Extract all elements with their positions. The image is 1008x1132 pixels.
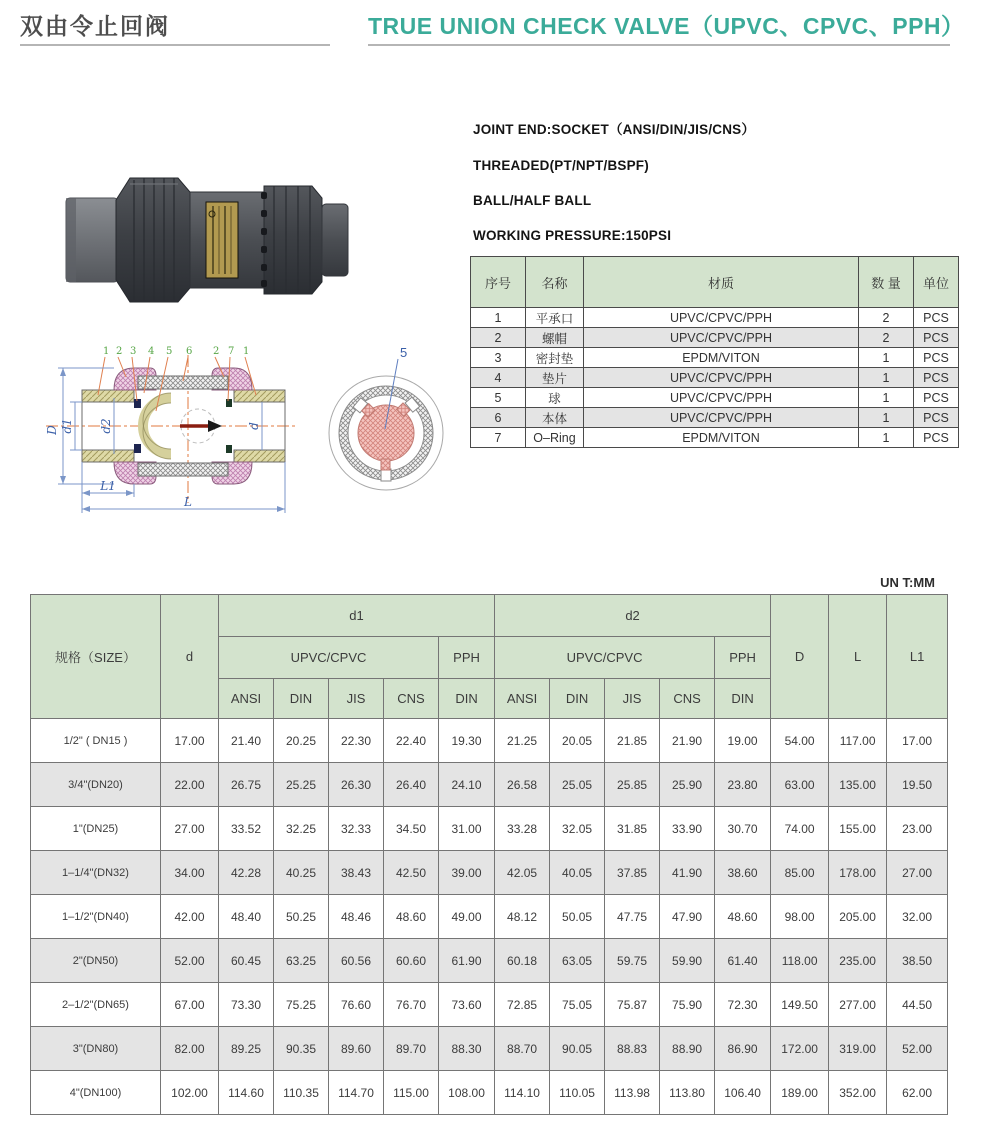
dim-L1: L1 — [100, 479, 116, 493]
cell-L1: 23.00 — [887, 807, 948, 851]
part-qty: 1 — [859, 368, 914, 388]
cell-d2-din: 50.05 — [550, 895, 605, 939]
cell-d1-pph-din: 24.10 — [439, 763, 495, 807]
callout-3: 3 — [130, 346, 137, 357]
cell-d: 52.00 — [161, 939, 219, 983]
cell-L: 135.00 — [829, 763, 887, 807]
cell-d2-din: 32.05 — [550, 807, 605, 851]
cell-d1-cns: 22.40 — [384, 719, 439, 763]
part-name: 球 — [526, 388, 584, 408]
cell-D: 172.00 — [771, 1027, 829, 1071]
cell-D: 149.50 — [771, 983, 829, 1027]
parts-row — [471, 368, 959, 388]
cell-d2-cns: 41.90 — [660, 851, 715, 895]
part-material: EPDM/VITON — [584, 348, 859, 368]
dim-D: D — [45, 425, 59, 435]
cell-d1-jis: 60.56 — [329, 939, 384, 983]
page-title-english: TRUE UNION CHECK VALVE（UPVC、CPVC、PPH） — [368, 13, 965, 39]
cell-d2-cns: 113.80 — [660, 1071, 715, 1115]
cell-d1-cns: 115.00 — [384, 1071, 439, 1115]
cell-d1-pph-din: 108.00 — [439, 1071, 495, 1115]
cell-d2-ansi: 88.70 — [495, 1027, 550, 1071]
part-name: 平承口 — [526, 308, 584, 328]
cell-d1-pph-din: 49.00 — [439, 895, 495, 939]
cell-d2-cns: 47.90 — [660, 895, 715, 939]
cell-d2-pph-din: 61.40 — [715, 939, 771, 983]
part-name: 螺帽 — [526, 328, 584, 348]
part-name: 密封垫 — [526, 348, 584, 368]
part-material: EPDM/VITON — [584, 428, 859, 448]
callout-2a: 2 — [116, 346, 123, 357]
cell-d2-ansi: 33.28 — [495, 807, 550, 851]
cell-D: 74.00 — [771, 807, 829, 851]
cell-d: 27.00 — [161, 807, 219, 851]
part-unit: PCS — [914, 348, 959, 368]
part-no: 6 — [471, 408, 526, 428]
part-unit: PCS — [914, 368, 959, 388]
cell-d1-pph-din: 61.90 — [439, 939, 495, 983]
cell-L: 319.00 — [829, 1027, 887, 1071]
cell-d2-jis: 75.87 — [605, 983, 660, 1027]
cell-d1-ansi: 48.40 — [219, 895, 274, 939]
part-material: UPVC/CPVC/PPH — [584, 328, 859, 348]
cross-section-view — [45, 346, 298, 513]
size-table-row — [31, 763, 948, 807]
cell-d1-din: 110.35 — [274, 1071, 329, 1115]
cell-d1-jis: 89.60 — [329, 1027, 384, 1071]
cell-d1-ansi: 114.60 — [219, 1071, 274, 1115]
spec-working-pressure: WORKING PRESSURE:150PSI — [473, 228, 672, 243]
cell-d2-jis: 88.83 — [605, 1027, 660, 1071]
col-L: L — [829, 595, 887, 719]
cell-L1: 32.00 — [887, 895, 948, 939]
cell-D: 98.00 — [771, 895, 829, 939]
col-D: D — [771, 595, 829, 719]
title-underline-left — [20, 44, 330, 46]
part-qty: 1 — [859, 348, 914, 368]
parts-col-qty: 数 量 — [859, 257, 914, 308]
cell-L1: 52.00 — [887, 1027, 948, 1071]
cell-d2-jis: 59.75 — [605, 939, 660, 983]
cell-L: 235.00 — [829, 939, 887, 983]
part-qty: 2 — [859, 308, 914, 328]
cell-d1-cns: 89.70 — [384, 1027, 439, 1071]
cell-L: 205.00 — [829, 895, 887, 939]
dim-L: L — [184, 495, 192, 509]
col-L1: L1 — [887, 595, 948, 719]
spec-joint-end: JOINT END:SOCKET（ANSI/DIN/JIS/CNS） — [473, 122, 756, 137]
cell-D: 85.00 — [771, 851, 829, 895]
parts-table — [470, 256, 959, 448]
part-name: 本体 — [526, 408, 584, 428]
section-view-circle — [329, 345, 443, 490]
cell-d2-jis: 25.85 — [605, 763, 660, 807]
cell-d2-din: 25.05 — [550, 763, 605, 807]
size-table-row — [31, 851, 948, 895]
cell-d1-ansi: 89.25 — [219, 1027, 274, 1071]
part-name: 垫片 — [526, 368, 584, 388]
parts-row — [471, 428, 959, 448]
cell-d: 42.00 — [161, 895, 219, 939]
cell-d2-cns: 21.90 — [660, 719, 715, 763]
cell-d2-din: 20.05 — [550, 719, 605, 763]
cell-d1-cns: 42.50 — [384, 851, 439, 895]
cell-d1-din: 50.25 — [274, 895, 329, 939]
cell-d1-jis: 26.30 — [329, 763, 384, 807]
callout-1b: 1 — [243, 346, 250, 357]
cell-size: 2"(DN50) — [31, 939, 161, 983]
cell-d1-ansi: 42.28 — [219, 851, 274, 895]
size-table-row — [31, 983, 948, 1027]
cell-d1-pph-din: 73.60 — [439, 983, 495, 1027]
callout-4: 4 — [148, 346, 155, 357]
cell-d1-din: 20.25 — [274, 719, 329, 763]
size-table-row — [31, 1027, 948, 1071]
size-table-row — [31, 895, 948, 939]
cell-size: 3/4"(DN20) — [31, 763, 161, 807]
part-no: 4 — [471, 368, 526, 388]
cell-d1-jis: 22.30 — [329, 719, 384, 763]
size-table — [30, 594, 948, 1115]
sub-d2-din: DIN — [550, 679, 605, 719]
title-underline-right — [368, 44, 950, 46]
spec-list — [473, 118, 755, 263]
cell-d2-ansi: 48.12 — [495, 895, 550, 939]
valve-gold-label — [206, 202, 238, 278]
col-d: d — [161, 595, 219, 719]
cell-d1-ansi: 26.75 — [219, 763, 274, 807]
sub-d2-jis: JIS — [605, 679, 660, 719]
cell-d1-jis: 38.43 — [329, 851, 384, 895]
cell-L1: 44.50 — [887, 983, 948, 1027]
parts-header-row — [471, 257, 959, 308]
cell-d1-din: 90.35 — [274, 1027, 329, 1071]
part-qty: 1 — [859, 428, 914, 448]
cell-L: 352.00 — [829, 1071, 887, 1115]
cell-d1-ansi: 21.40 — [219, 719, 274, 763]
cell-size: 1"(DN25) — [31, 807, 161, 851]
callout-6: 6 — [186, 346, 193, 357]
group-d1: d1 — [219, 595, 495, 637]
size-table-row — [31, 719, 948, 763]
cell-d2-pph-din: 106.40 — [715, 1071, 771, 1115]
cell-d2-pph-din: 23.80 — [715, 763, 771, 807]
unit-note: UN T:MM — [880, 575, 935, 590]
cell-d1-cns: 34.50 — [384, 807, 439, 851]
cell-L: 117.00 — [829, 719, 887, 763]
cell-d2-jis: 31.85 — [605, 807, 660, 851]
cell-d2-din: 75.05 — [550, 983, 605, 1027]
dim-d: d — [247, 422, 261, 430]
spec-threaded: THREADED(PT/NPT/BSPF) — [473, 158, 649, 173]
sub-d2-ansi: ANSI — [495, 679, 550, 719]
cell-d2-din: 110.05 — [550, 1071, 605, 1115]
cell-d1-din: 32.25 — [274, 807, 329, 851]
part-unit: PCS — [914, 408, 959, 428]
spec-ball: BALL/HALF BALL — [473, 193, 592, 208]
cell-d1-jis: 76.60 — [329, 983, 384, 1027]
cell-d1-din: 63.25 — [274, 939, 329, 983]
sub-d1-din: DIN — [274, 679, 329, 719]
technical-drawing — [38, 343, 458, 531]
cell-d2-ansi: 26.58 — [495, 763, 550, 807]
cell-size: 1/2" ( DN15 ) — [31, 719, 161, 763]
cell-d1-cns: 26.40 — [384, 763, 439, 807]
sub-d1-cns: CNS — [384, 679, 439, 719]
cell-d1-din: 25.25 — [274, 763, 329, 807]
sub-d2-pph-din: DIN — [715, 679, 771, 719]
cell-d1-cns: 60.60 — [384, 939, 439, 983]
group-d2-pph: PPH — [715, 637, 771, 679]
cell-d2-pph-din: 86.90 — [715, 1027, 771, 1071]
group-d2-upvc-cpvc: UPVC/CPVC — [495, 637, 715, 679]
cell-d1-ansi: 60.45 — [219, 939, 274, 983]
callout-5: 5 — [166, 346, 173, 357]
cell-d2-ansi: 60.18 — [495, 939, 550, 983]
valve-right-union-nut — [264, 186, 322, 294]
cell-d1-jis: 48.46 — [329, 895, 384, 939]
cell-L: 277.00 — [829, 983, 887, 1027]
size-table-row — [31, 1071, 948, 1115]
cell-d2-ansi: 42.05 — [495, 851, 550, 895]
cell-d: 82.00 — [161, 1027, 219, 1071]
cell-d1-ansi: 33.52 — [219, 807, 274, 851]
parts-col-unit: 单位 — [914, 257, 959, 308]
cell-d: 67.00 — [161, 983, 219, 1027]
group-d1-upvc-cpvc: UPVC/CPVC — [219, 637, 439, 679]
group-d1-pph: PPH — [439, 637, 495, 679]
part-qty: 2 — [859, 328, 914, 348]
cell-d1-cns: 48.60 — [384, 895, 439, 939]
cell-D: 189.00 — [771, 1071, 829, 1115]
part-no: 3 — [471, 348, 526, 368]
cell-d1-din: 40.25 — [274, 851, 329, 895]
cell-size: 2–1/2"(DN65) — [31, 983, 161, 1027]
cell-L: 178.00 — [829, 851, 887, 895]
cell-d2-din: 90.05 — [550, 1027, 605, 1071]
cell-d2-cns: 75.90 — [660, 983, 715, 1027]
part-material: UPVC/CPVC/PPH — [584, 408, 859, 428]
part-material: UPVC/CPVC/PPH — [584, 388, 859, 408]
cell-d1-pph-din: 19.30 — [439, 719, 495, 763]
valve-right-socket — [322, 204, 348, 276]
cell-d1-ansi: 73.30 — [219, 983, 274, 1027]
parts-row — [471, 308, 959, 328]
parts-col-no: 序号 — [471, 257, 526, 308]
dim-d1: d1 — [60, 418, 74, 434]
parts-row — [471, 328, 959, 348]
cell-L1: 19.50 — [887, 763, 948, 807]
part-unit: PCS — [914, 388, 959, 408]
cell-d2-ansi: 114.10 — [495, 1071, 550, 1115]
cell-d1-pph-din: 31.00 — [439, 807, 495, 851]
cell-D: 118.00 — [771, 939, 829, 983]
product-photo-check-valve — [60, 158, 352, 326]
sub-d1-ansi: ANSI — [219, 679, 274, 719]
cell-d2-jis: 47.75 — [605, 895, 660, 939]
page-title-chinese: 双由令止回阀 — [20, 13, 170, 39]
group-d2: d2 — [495, 595, 771, 637]
part-no: 5 — [471, 388, 526, 408]
part-material: UPVC/CPVC/PPH — [584, 308, 859, 328]
cell-L: 155.00 — [829, 807, 887, 851]
cell-L1: 27.00 — [887, 851, 948, 895]
part-material: UPVC/CPVC/PPH — [584, 368, 859, 388]
cell-L1: 38.50 — [887, 939, 948, 983]
part-no: 2 — [471, 328, 526, 348]
cell-size: 1–1/2"(DN40) — [31, 895, 161, 939]
cell-size: 4"(DN100) — [31, 1071, 161, 1115]
sub-d2-cns: CNS — [660, 679, 715, 719]
size-table-row — [31, 807, 948, 851]
cell-d2-pph-din: 48.60 — [715, 895, 771, 939]
part-unit: PCS — [914, 328, 959, 348]
cell-d: 22.00 — [161, 763, 219, 807]
cell-size: 1–1/4"(DN32) — [31, 851, 161, 895]
part-no: 1 — [471, 308, 526, 328]
cell-d2-pph-din: 30.70 — [715, 807, 771, 851]
col-size: 规格（SIZE） — [31, 595, 161, 719]
callout-1a: 1 — [103, 346, 110, 357]
cell-L1: 17.00 — [887, 719, 948, 763]
cell-d1-pph-din: 39.00 — [439, 851, 495, 895]
parts-col-name: 名称 — [526, 257, 584, 308]
cell-d2-jis: 21.85 — [605, 719, 660, 763]
parts-col-material: 材质 — [584, 257, 859, 308]
part-qty: 1 — [859, 388, 914, 408]
size-header-tier1 — [31, 595, 948, 637]
cell-d2-cns: 33.90 — [660, 807, 715, 851]
cell-d1-jis: 32.33 — [329, 807, 384, 851]
part-no: 7 — [471, 428, 526, 448]
cell-d1-pph-din: 88.30 — [439, 1027, 495, 1071]
cell-d2-jis: 113.98 — [605, 1071, 660, 1115]
cell-d2-din: 63.05 — [550, 939, 605, 983]
cell-d2-din: 40.05 — [550, 851, 605, 895]
part-name: O–Ring — [526, 428, 584, 448]
cell-D: 63.00 — [771, 763, 829, 807]
parts-row — [471, 388, 959, 408]
cell-size: 3"(DN80) — [31, 1027, 161, 1071]
callout-2b: 2 — [213, 346, 220, 357]
parts-row — [471, 408, 959, 428]
sub-d1-jis: JIS — [329, 679, 384, 719]
part-qty: 1 — [859, 408, 914, 428]
cell-d1-cns: 76.70 — [384, 983, 439, 1027]
cell-d2-cns: 59.90 — [660, 939, 715, 983]
cell-d1-jis: 114.70 — [329, 1071, 384, 1115]
section-callout-5: 5 — [400, 345, 408, 360]
cell-d2-pph-din: 38.60 — [715, 851, 771, 895]
cell-d2-pph-din: 19.00 — [715, 719, 771, 763]
cell-d2-cns: 25.90 — [660, 763, 715, 807]
dim-d2: d2 — [99, 418, 113, 434]
cell-d2-jis: 37.85 — [605, 851, 660, 895]
cell-d1-din: 75.25 — [274, 983, 329, 1027]
cell-d2-cns: 88.90 — [660, 1027, 715, 1071]
cell-d: 17.00 — [161, 719, 219, 763]
part-unit: PCS — [914, 428, 959, 448]
part-unit: PCS — [914, 308, 959, 328]
cell-L1: 62.00 — [887, 1071, 948, 1115]
cell-d2-ansi: 21.25 — [495, 719, 550, 763]
size-table-row — [31, 939, 948, 983]
cell-d2-ansi: 72.85 — [495, 983, 550, 1027]
cell-d: 34.00 — [161, 851, 219, 895]
sub-d1-pph-din: DIN — [439, 679, 495, 719]
cell-D: 54.00 — [771, 719, 829, 763]
cell-d: 102.00 — [161, 1071, 219, 1115]
parts-row — [471, 348, 959, 368]
cell-d2-pph-din: 72.30 — [715, 983, 771, 1027]
callout-7: 7 — [228, 346, 235, 357]
